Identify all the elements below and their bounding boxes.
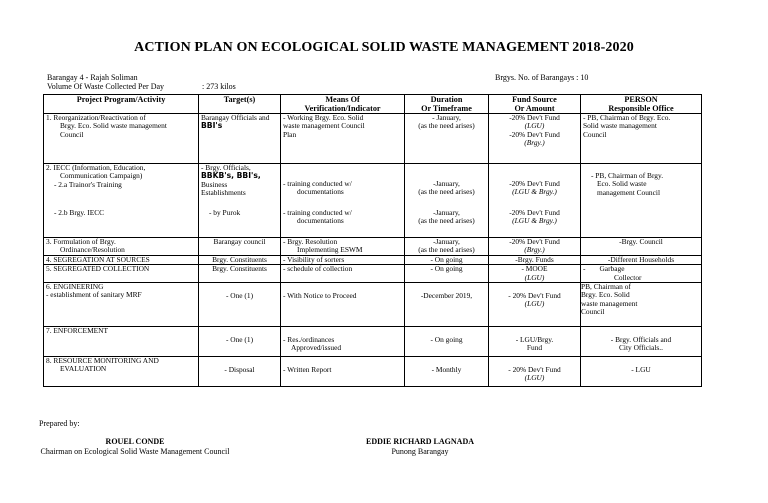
signatory-title: Punong Barangay — [391, 447, 449, 456]
target-cell: - Brgy. Officials, BBKB's, BBI's, Business Establishments - by Purok — [199, 164, 281, 238]
signatory-name: EDDIE RICHARD LAGNADA — [365, 437, 474, 446]
signatory-title: Chairman on Ecological Solid Waste Management Council — [40, 447, 230, 456]
target-cell: Brgy. Constituents — [199, 255, 281, 264]
number-of-barangays: Brgys. No. of Barangays : 10 — [495, 73, 589, 82]
person-cell: - PB, Chairman of Brgy. Eco. Solid waste management Council — [581, 114, 702, 164]
means-cell: - Res./ordinances Approved/issued — [281, 327, 405, 357]
target-cell: Brgy. Constituents — [199, 265, 281, 283]
program-cell: 1. Reorganization/Reactivation of Brgy. Eco. Solid waste management Council — [44, 114, 199, 164]
person-cell: - Brgy. Officials and City Officials.. — [581, 327, 702, 357]
header-program: Project Program/Activity — [44, 95, 199, 114]
program-cell: 3. Formulation of Brgy. Ordinance/Resolution — [44, 238, 199, 256]
target-cell: - One (1) — [199, 283, 281, 327]
barangay-label: Barangay 4 - Rajah Soliman — [47, 73, 138, 82]
fund-cell: -20% Dev't Fund (Brgy.) — [489, 238, 581, 256]
duration-cell: - January, (as the need arises) — [405, 114, 489, 164]
duration-cell: -January, (as the need arises) -January, (as the need arises) — [405, 164, 489, 238]
means-cell: - Written Report — [281, 357, 405, 387]
fund-cell: -Brgy. Funds — [489, 255, 581, 264]
means-cell: - Brgy. Resolution Implementing ESWM — [281, 238, 405, 256]
signatory-name: ROUEL CONDE — [105, 437, 165, 446]
means-cell: - schedule of collection — [281, 265, 405, 283]
table-row — [44, 283, 702, 327]
volume-label: Volume Of Waste Collected Per Day — [47, 82, 165, 91]
header-person: PERSON Responsible Office — [581, 95, 702, 114]
header-duration: Duration Or Timeframe — [405, 95, 489, 114]
target-cell: Barangay Officials and BBI's — [199, 114, 281, 164]
document-title: ACTION PLAN ON ECOLOGICAL SOLID WASTE MANAGEMENT 2018-2020 — [134, 40, 634, 55]
fund-cell: - 20% Dev't Fund (LGU) — [489, 283, 581, 327]
person-cell: - PB, Chairman of Brgy. Eco. Solid waste management Council — [581, 164, 702, 238]
table-row — [44, 327, 702, 357]
person-cell: - Garbage Collector — [581, 265, 702, 283]
signatory-punong-barangay — [335, 437, 505, 457]
program-cell: 6. ENGINEERING - establishment of sanitary MRF — [44, 283, 199, 327]
duration-cell: - On going — [405, 265, 489, 283]
target-cell: - Disposal — [199, 357, 281, 387]
fund-cell: - LGU/Brgy. Fund — [489, 327, 581, 357]
duration-cell: - Monthly — [405, 357, 489, 387]
table-row — [44, 114, 702, 164]
person-cell: -Brgy. Council — [581, 238, 702, 256]
fund-cell: - 20% Dev't Fund (LGU) — [489, 357, 581, 387]
means-cell: - training conducted w/ documentations - training conducted w/ documentations — [281, 164, 405, 238]
action-plan-table — [43, 94, 702, 387]
means-cell: - With Notice to Proceed — [281, 283, 405, 327]
duration-cell: - On going — [405, 327, 489, 357]
fund-cell: -20% Dev't Fund (LGU & Brgy.) -20% Dev't Fund (LGU & Brgy.) — [489, 164, 581, 238]
signatory-chairman — [0, 437, 270, 457]
person-cell: -Different Households — [581, 255, 702, 264]
duration-cell: -January, (as the need arises) — [405, 238, 489, 256]
program-cell: 5. SEGREGATED COLLECTION — [44, 265, 199, 283]
duration-cell: -December 2019, — [405, 283, 489, 327]
header-fund: Fund Source Or Amount — [489, 95, 581, 114]
person-cell: PB, Chairman of Brgy. Eco. Solid waste management Council — [581, 283, 702, 327]
fund-cell: - MOOE (LGU) — [489, 265, 581, 283]
table-row — [44, 164, 702, 238]
program-cell: 2. IECC (Information, Education, Communication Campaign) - 2.a Trainor's Training - 2.b Brgy. IECC — [44, 164, 199, 238]
fund-cell: -20% Dev't Fund (LGU) -20% Dev't Fund (Brgy.) — [489, 114, 581, 164]
prepared-by-label: Prepared by: — [39, 419, 80, 428]
target-cell: Barangay council — [199, 238, 281, 256]
means-cell: - Visibility of sorters — [281, 255, 405, 264]
table-row — [44, 238, 702, 256]
volume-value: : 273 kilos — [202, 82, 236, 91]
table-row — [44, 357, 702, 387]
target-cell: - One (1) — [199, 327, 281, 357]
program-cell: 8. RESOURCE MONITORING AND EVALUATION — [44, 357, 199, 387]
program-cell: 7. ENFORCEMENT — [44, 327, 199, 357]
person-cell: - LGU — [581, 357, 702, 387]
means-cell: - Working Brgy. Eco. Solid waste management Council Plan — [281, 114, 405, 164]
header-row — [44, 95, 702, 114]
header-means: Means Of Verification/Indicator — [281, 95, 405, 114]
table-row — [44, 265, 702, 283]
program-cell: 4. SEGREGATION AT SOURCES — [44, 255, 199, 264]
header-target: Target(s) — [199, 95, 281, 114]
duration-cell: - On going — [405, 255, 489, 264]
